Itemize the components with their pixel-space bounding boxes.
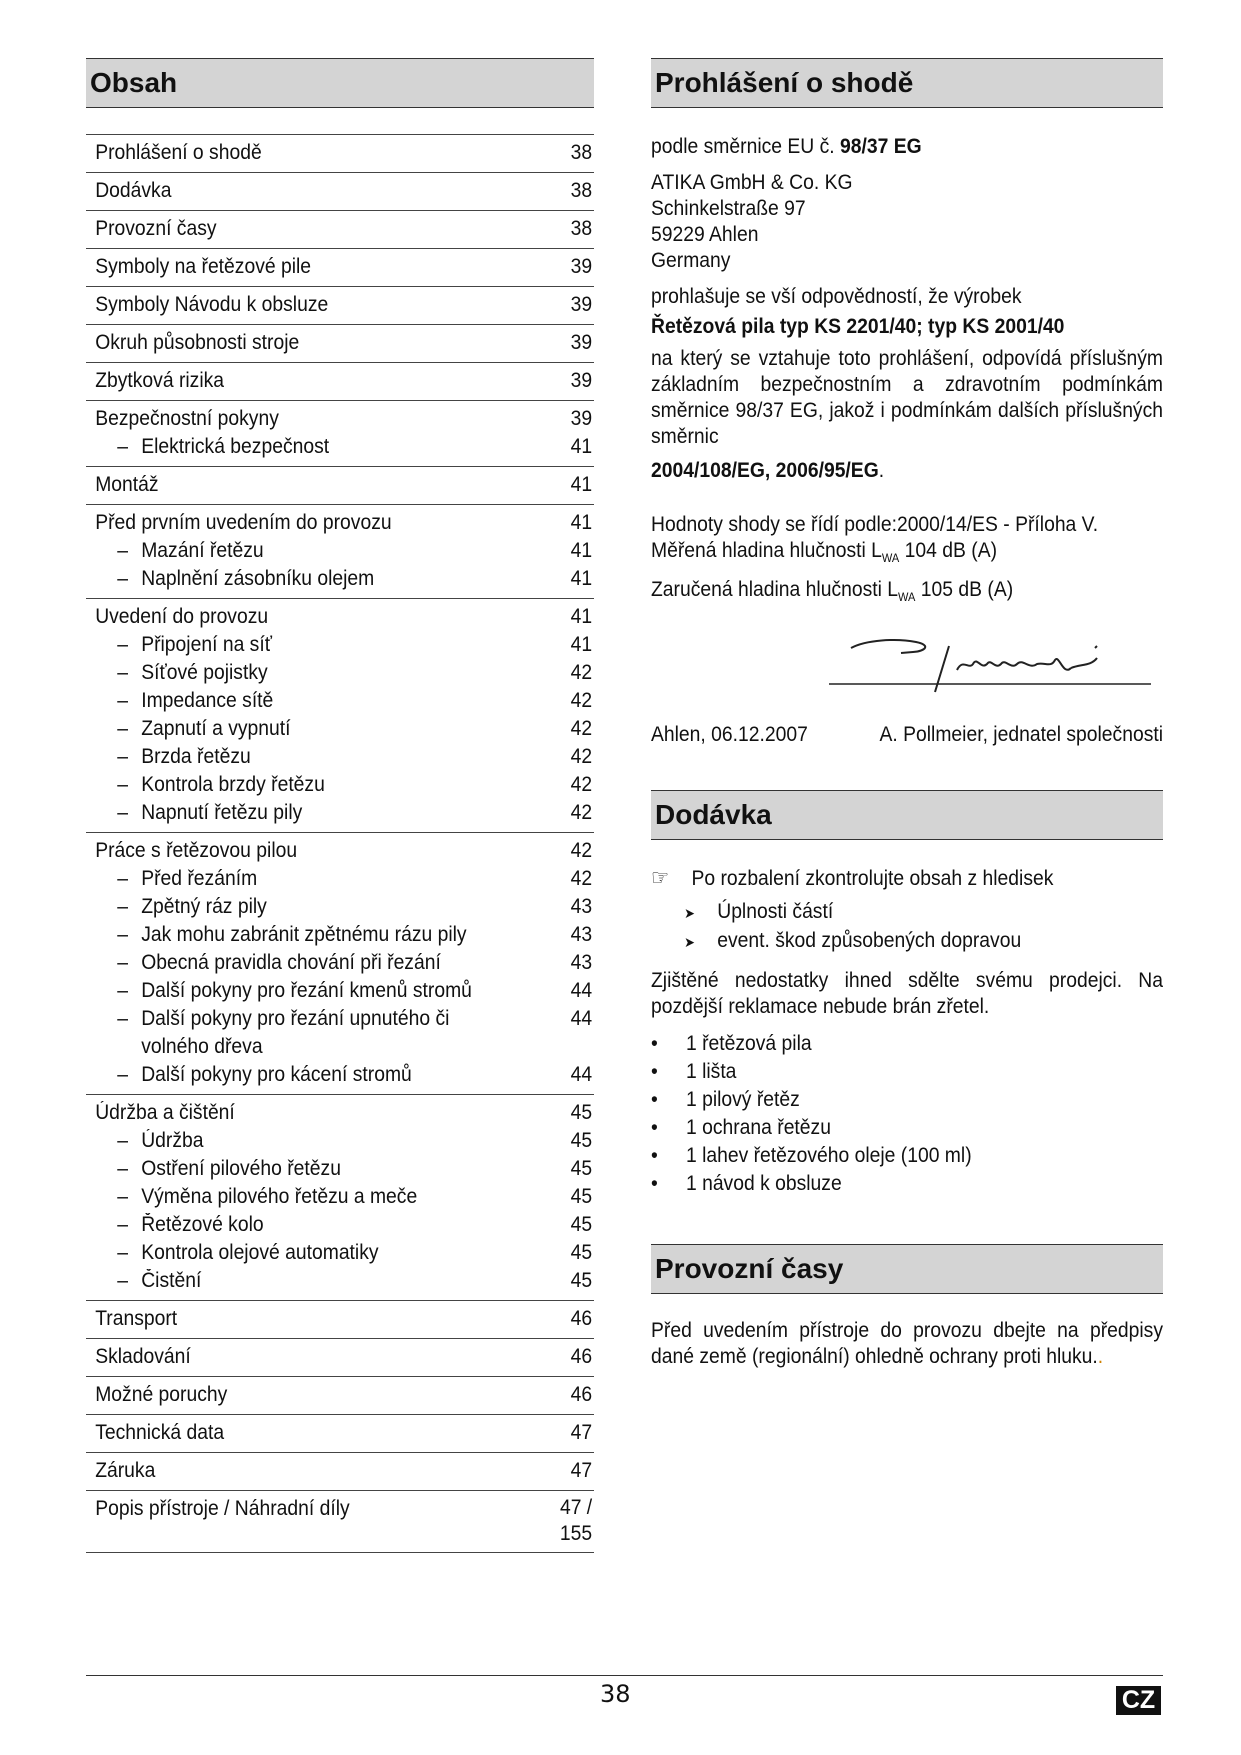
toc-entry-page: 46 [570, 1383, 593, 1406]
toc-entry-page: 41 [570, 473, 593, 496]
dash-marker: – [117, 801, 129, 824]
toc-entry-title: Montáž [95, 473, 159, 496]
toc-entry-page: 46 [570, 1307, 593, 1330]
delivery-check-text: Po rozbalení zkontrolujte obsah z hledisek [691, 867, 1054, 891]
toc-entry[interactable] [86, 253, 594, 281]
toc-entry[interactable] [86, 367, 594, 395]
guaranteed-sub: WA [898, 590, 916, 605]
toc-subentry-page: 42 [570, 661, 593, 684]
dash-marker: – [117, 895, 129, 918]
toc-subentry-title: Jak mohu zabránit zpětnému rázu pily [141, 923, 467, 946]
directive-line [651, 134, 1163, 160]
toc-subentry-page: 41 [570, 633, 593, 656]
toc-subentry-page: 43 [570, 923, 593, 946]
toc-subentry[interactable] [86, 865, 594, 893]
contents-item-text: 1 pilový řetěz [685, 1088, 800, 1112]
toc-subentry[interactable] [86, 799, 594, 827]
declares-text: prohlašuje se vší odpovědností, že výrobek [651, 285, 1022, 308]
toc-entry-title: Před prvním uvedením do provozu [95, 511, 392, 534]
toc-subentry-title: Před řezáním [141, 867, 258, 890]
toc-subentry-title: Další pokyny pro kácení stromů [141, 1063, 412, 1086]
toc-subentry-title: Ostření pilového řetězu [141, 1157, 341, 1180]
toc-entry[interactable] [86, 1099, 594, 1127]
toc-subentry-title: Připojení na síť [141, 633, 272, 656]
operating-times-sentence: Před uvedením přístroje do provozu dbejte na předpisy dané země (regionální) ohledně ochrany proti hluku. [651, 1319, 1164, 1369]
measured-prefix: Měřená hladina hlučnosti L [651, 539, 882, 562]
toc-entry[interactable] [86, 471, 594, 499]
directives-line [651, 458, 1163, 484]
bullet-icon: • [651, 1060, 658, 1084]
content-column [651, 58, 1163, 1370]
toc-entry[interactable] [86, 405, 594, 433]
toc-subentry-title: Impedance sítě [141, 689, 274, 712]
contents-item [651, 1170, 1163, 1198]
toc-subentry-page: 45 [570, 1157, 593, 1180]
toc-subentry-page: 45 [570, 1241, 593, 1264]
bullet-icon: • [651, 1032, 658, 1056]
toc-section [86, 287, 594, 325]
dash-marker: – [117, 867, 129, 890]
contents-item-text: 1 návod k obsluze [685, 1172, 842, 1196]
toc-entry-title: Možné poruchy [95, 1383, 228, 1406]
arrow-icon: ➤ [684, 905, 695, 922]
toc-entry[interactable] [86, 329, 594, 357]
operating-times-body [651, 1318, 1163, 1370]
declaration-body [651, 134, 1163, 610]
toc-entry-title: Provozní časy [95, 217, 217, 240]
toc-subentry-title: Zapnutí a vypnutí [141, 717, 291, 740]
check-item [684, 898, 1163, 927]
toc-subentry-title: Řetězové kolo [141, 1213, 264, 1236]
page-number: 38 [600, 1680, 631, 1708]
contents-item-text: 1 řetězová pila [685, 1032, 812, 1056]
check-item-text: event. škod způsobených dopravou [717, 929, 1022, 953]
toc-subentry-page: 42 [570, 773, 593, 796]
dash-marker: – [117, 1241, 129, 1264]
toc-subentry[interactable] [86, 537, 594, 565]
toc-subentry[interactable] [86, 715, 594, 743]
contents-item [651, 1114, 1163, 1142]
toc-subentry-page: 42 [570, 689, 593, 712]
toc-entry-title: Záruka [95, 1459, 156, 1482]
company-name: ATIKA GmbH & Co. KG [651, 171, 853, 194]
toc-subentry-page: 45 [570, 1185, 593, 1208]
toc-subentry-page: 41 [570, 567, 593, 590]
toc-entry-page: 42 [570, 839, 593, 862]
directives-end: . [878, 459, 885, 482]
toc-subentry-title: Další pokyny pro řezání upnutého či volného dřeva [141, 1007, 450, 1058]
defects-text: Zjištěné nedostatky ihned sdělte svému prodejci. Na pozdější reklamace nebude brán zřetel. [651, 969, 1164, 1019]
bullet-icon: • [651, 1144, 658, 1168]
toc-section [86, 505, 594, 599]
dash-marker: – [117, 1157, 129, 1180]
bullet-icon: • [651, 1116, 658, 1140]
toc-entry-page: 39 [570, 255, 593, 278]
company-city: 59229 Ahlen [651, 223, 759, 246]
product-line: Řetězová pila typ KS 2201/40; typ KS 2001/40 [651, 315, 1065, 338]
toc-subentry-page: 41 [570, 539, 593, 562]
toc-entry-page: 45 [570, 1101, 593, 1124]
toc-section [86, 1453, 594, 1491]
signer-name: A. Pollmeier, jednatel společnosti [879, 723, 1164, 747]
toc-section [86, 1415, 594, 1453]
toc-section [86, 363, 594, 401]
contents-item-text: 1 ochrana řetězu [685, 1116, 831, 1140]
contents-list [651, 1030, 1163, 1198]
dash-marker: – [117, 435, 129, 458]
toc-entry[interactable] [86, 1495, 594, 1547]
language-badge: CZ [1116, 1686, 1161, 1715]
toc-entry-page: 47 [570, 1459, 593, 1482]
toc-subentry[interactable] [86, 1267, 594, 1295]
toc-subentry-title: Napnutí řetězu pily [141, 801, 303, 824]
toc-section [86, 833, 594, 1095]
toc-entry[interactable] [86, 1419, 594, 1447]
toc-entry-title: Transport [95, 1307, 178, 1330]
toc-subentry-page: 44 [570, 1007, 593, 1030]
toc-entry[interactable] [86, 291, 594, 319]
toc-entry-page: 39 [570, 407, 593, 430]
toc-entry-title: Údržba a čištění [95, 1101, 235, 1124]
toc-subentry-page: 42 [570, 867, 593, 890]
toc-section [86, 1301, 594, 1339]
toc-entry-title: Symboly na řetězové pile [95, 255, 312, 278]
bullet-icon: • [651, 1172, 658, 1196]
toc-entry[interactable] [86, 603, 594, 631]
toc-subentry[interactable] [86, 1061, 594, 1089]
toc-subentry-title: Mazání řetězu [141, 539, 264, 562]
manufacturer-address [651, 170, 1163, 274]
dash-marker: – [117, 1213, 129, 1236]
toc-subentry[interactable] [86, 659, 594, 687]
toc-entry-title: Symboly Návodu k obsluze [95, 293, 329, 316]
toc-subentry[interactable] [86, 1155, 594, 1183]
delivery-check-line [651, 866, 1163, 892]
toc-subentry[interactable] [86, 631, 594, 659]
toc-entry-title: Skladování [95, 1345, 191, 1368]
toc-section [86, 401, 594, 467]
contents-item [651, 1142, 1163, 1170]
guaranteed-prefix: Zaručená hladina hlučnosti L [651, 578, 899, 602]
dash-marker: – [117, 661, 129, 684]
dash-marker: – [117, 633, 129, 656]
toc-subentry-page: 41 [570, 435, 593, 458]
toc-section [86, 467, 594, 505]
signature [651, 618, 1163, 718]
toc-entry[interactable] [86, 215, 594, 243]
measured-noise [651, 538, 1163, 571]
toc-subentry-page: 42 [570, 717, 593, 740]
toc-subentry[interactable] [86, 1239, 594, 1267]
delivery-heading: Dodávka [651, 790, 1163, 840]
toc-entry-page: 41 [570, 605, 593, 628]
measured-value: 104 dB (A) [899, 539, 998, 562]
toc-entry-title: Technická data [95, 1421, 225, 1444]
check-list [651, 898, 1163, 956]
contents-item [651, 1030, 1163, 1058]
directive-prefix: podle směrnice EU č. [651, 135, 840, 158]
toc-section [86, 211, 594, 249]
declaration-heading: Prohlášení o shodě [651, 58, 1163, 108]
place-date: Ahlen, 06.12.2007 [651, 723, 808, 747]
toc-subentry-title: Kontrola brzdy řetězu [141, 773, 325, 796]
toc-section [86, 173, 594, 211]
arrow-icon: ➤ [684, 934, 695, 951]
contents-item-text: 1 lahev řetězového oleje (100 ml) [685, 1144, 972, 1168]
toc-entry[interactable] [86, 1457, 594, 1485]
toc-subentry-page: 42 [570, 745, 593, 768]
check-item [684, 927, 1163, 956]
toc-heading: Obsah [86, 58, 594, 108]
toc-entry-title: Práce s řetězovou pilou [95, 839, 298, 862]
toc-entry-title: Dodávka [95, 179, 172, 202]
toc-subentry[interactable] [86, 977, 594, 1005]
contents-item-text: 1 lišta [685, 1060, 737, 1084]
toc-entry[interactable] [86, 1343, 594, 1371]
toc-entry-page: 39 [570, 331, 593, 354]
toc-entry[interactable] [86, 1381, 594, 1409]
dash-marker: – [117, 951, 129, 974]
dash-marker: – [117, 539, 129, 562]
directives-list: 2004/108/EG, 2006/95/EG [651, 459, 879, 482]
declaration-text: na který se vztahuje toto prohlášení, odpovídá příslušným základním bezpečnostním a zdravotním podmínkám směrnice 98/37 EG, jakož i podmínkám dalších příslušných směrnic [651, 347, 1164, 448]
toc-subentry[interactable] [86, 433, 594, 461]
dash-marker: – [117, 1007, 129, 1030]
toc-subentry-title: Naplnění zásobníku olejem [141, 567, 375, 590]
toc-section [86, 1095, 594, 1301]
toc-entry-page: 46 [570, 1345, 593, 1368]
measured-sub: WA [881, 551, 900, 566]
toc-entry-page: 38 [570, 179, 593, 202]
dash-marker: – [117, 1063, 129, 1086]
company-street: Schinkelstraße 97 [651, 197, 806, 220]
toc-subentry-page: 45 [570, 1213, 593, 1236]
toc-subentry-page: 43 [570, 951, 593, 974]
dash-marker: – [117, 745, 129, 768]
toc-subentry-title: Zpětný ráz pily [141, 895, 267, 918]
toc-subentry[interactable] [86, 949, 594, 977]
toc-subentry[interactable] [86, 743, 594, 771]
toc-subentry[interactable] [86, 1127, 594, 1155]
toc-subentry-title: Výměna pilového řetězu a meče [141, 1185, 418, 1208]
pointing-hand-icon: ☞ [651, 866, 670, 892]
toc-subentry-title: Obecná pravidla chování při řezání [141, 951, 441, 974]
toc-section [86, 249, 594, 287]
toc-subentry-page: 43 [570, 895, 593, 918]
toc-entry-page: 38 [570, 217, 593, 240]
toc-subentry-page: 45 [570, 1129, 593, 1152]
toc-entry-page: 39 [570, 369, 593, 392]
toc-entry-title: Okruh působnosti stroje [95, 331, 300, 354]
toc-section [86, 134, 594, 173]
directive-number: 98/37 EG [839, 135, 922, 158]
delivery-body [651, 866, 1163, 1198]
toc-subentry-title: Elektrická bezpečnost [141, 435, 330, 458]
toc-subentry-page: 44 [570, 979, 593, 1002]
trailing-dot: . [1097, 1345, 1104, 1369]
toc-subentry-page: 45 [570, 1269, 593, 1292]
toc-subentry[interactable] [86, 1183, 594, 1211]
toc-entry-title: Bezpečnostní pokyny [95, 407, 279, 430]
toc-entry-page: 38 [570, 141, 593, 164]
operating-times-text [651, 1318, 1163, 1370]
toc-section [86, 1339, 594, 1377]
toc-entry-title: Prohlášení o shodě [95, 141, 262, 164]
toc-section [86, 599, 594, 833]
contents-item [651, 1086, 1163, 1114]
toc-entry-title: Uvedení do provozu [95, 605, 269, 628]
footer-rule [86, 1675, 1163, 1676]
toc-entry-page: 39 [570, 293, 593, 316]
dash-marker: – [117, 1185, 129, 1208]
guaranteed-value: 105 dB (A) [915, 578, 1014, 602]
toc-section [86, 1377, 594, 1415]
toc-subentry-title: Údržba [141, 1129, 204, 1152]
toc-entry-page: 41 [570, 511, 593, 534]
dash-marker: – [117, 717, 129, 740]
guaranteed-noise [651, 577, 1163, 610]
dash-marker: – [117, 773, 129, 796]
signature-line [651, 722, 1167, 748]
check-item-text: Úplnosti částí [717, 900, 834, 924]
toc-subentry-title: Další pokyny pro řezání kmenů stromů [141, 979, 472, 1002]
table-of-contents [86, 134, 594, 1553]
dash-marker: – [117, 567, 129, 590]
toc-subentry-title: Kontrola olejové automatiky [141, 1241, 379, 1264]
dash-marker: – [117, 979, 129, 1002]
toc-section [86, 325, 594, 363]
toc-entry-title: Popis přístroje / Náhradní díly [95, 1497, 350, 1520]
dash-marker: – [117, 689, 129, 712]
toc-subentry-title: Síťové pojistky [141, 661, 268, 684]
toc-entry[interactable] [86, 177, 594, 205]
toc-subentry-page: 44 [570, 1063, 593, 1086]
toc-subentry[interactable] [86, 1211, 594, 1239]
conformity-text: Hodnoty shody se řídí podle:2000/14/ES - Příloha V. [651, 513, 1099, 536]
operating-times-heading: Provozní časy [651, 1244, 1163, 1294]
toc-subentry[interactable] [86, 771, 594, 799]
dash-marker: – [117, 1269, 129, 1292]
dash-marker: – [117, 1129, 129, 1152]
toc-entry[interactable] [86, 837, 594, 865]
toc-entry[interactable] [86, 509, 594, 537]
toc-subentry[interactable] [86, 1005, 594, 1061]
toc-subentry[interactable] [86, 565, 594, 593]
toc-entry-title: Zbytková rizika [95, 369, 225, 392]
toc-section [86, 1491, 594, 1553]
toc-column [86, 58, 594, 1553]
toc-subentry-title: Čistění [141, 1269, 202, 1292]
toc-subentry[interactable] [86, 893, 594, 921]
contents-item [651, 1058, 1163, 1086]
company-country: Germany [651, 249, 731, 272]
toc-entry-page: 47 [570, 1421, 593, 1444]
toc-subentry[interactable] [86, 921, 594, 949]
toc-entry-page: 47 / 155 [559, 1496, 593, 1545]
toc-subentry-title: Brzda řetězu [141, 745, 251, 768]
bullet-icon: • [651, 1088, 658, 1112]
toc-entry[interactable] [86, 1305, 594, 1333]
toc-subentry-page: 42 [570, 801, 593, 824]
toc-subentry[interactable] [86, 687, 594, 715]
toc-entry[interactable] [86, 139, 594, 167]
dash-marker: – [117, 923, 129, 946]
